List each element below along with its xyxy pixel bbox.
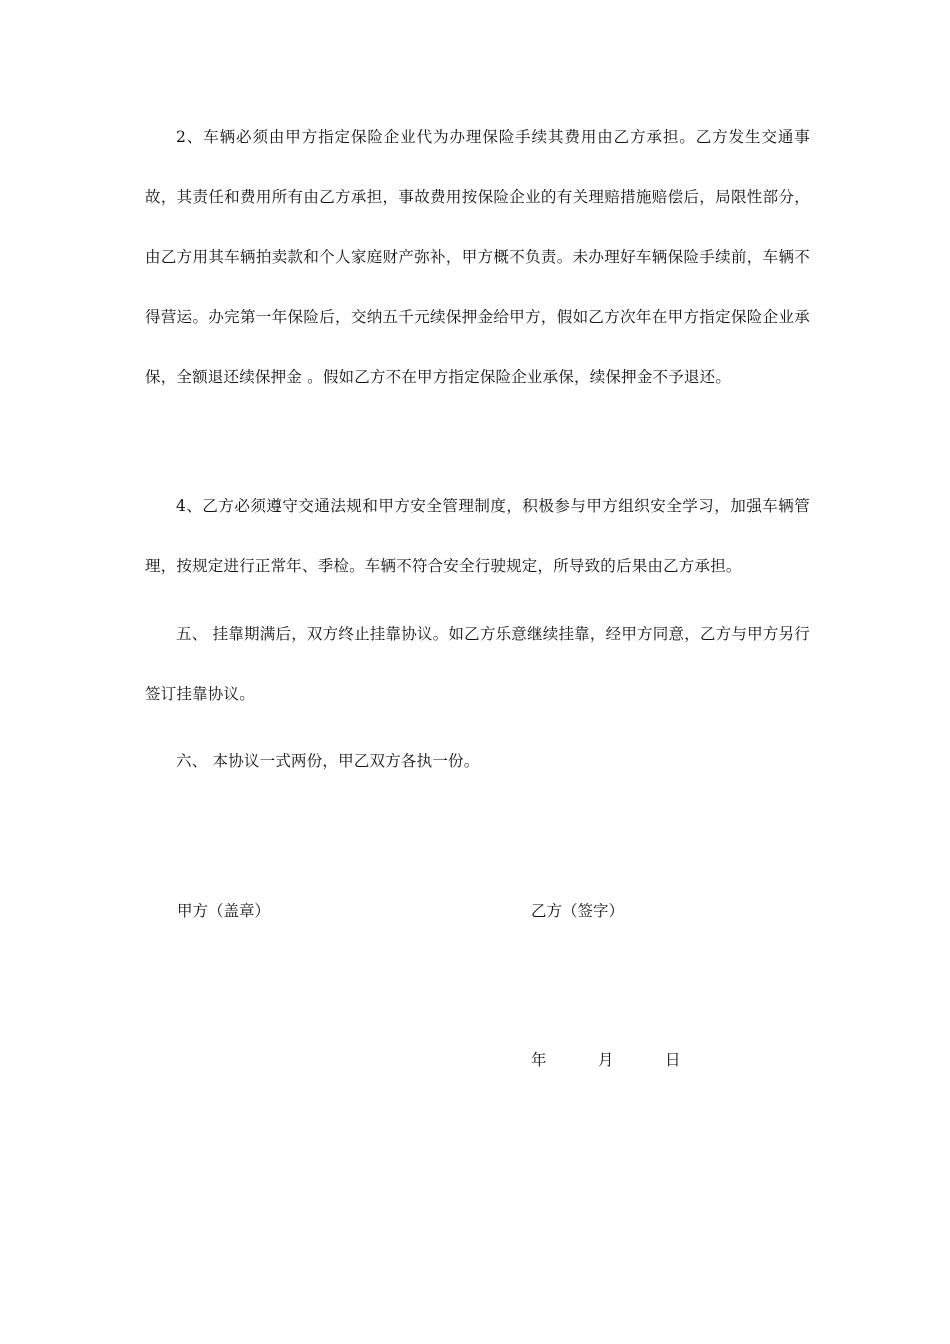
party-a-signature-label: 甲方（盖章）: [177, 902, 271, 920]
clause-safety-paragraph: 4、乙方必须遵守交通法规和甲方安全管理制度，积极参与甲方组织安全学习，加强车辆管理，按规定进行正常年、季检。车辆不符合安全行驶规定，所导致的后果由乙方承担。: [145, 497, 810, 575]
clause-copies-paragraph: 六、 本协议一式两份，甲乙双方各执一份。: [176, 752, 480, 770]
clause-insurance-paragraph: 2、车辆必须由甲方指定保险企业代为办理保险手续其费用由乙方承担。乙方发生交通事故，其责任和费用所有由乙方承担，事故费用按保险企业的有关理赔措施赔偿后，局限性部分，由乙方用其车辆拍卖款和个人家庭财产弥补，甲方概不负责。未办理好车辆保险手续前，车辆不得营运。办完第一年保险后，交纳五千元续保押金给甲方，假如乙方次年在甲方指定保险企业承保，全额退还续保押金 。假如乙方不在甲方指定保险企业承保，续保押金不予退还。: [145, 128, 810, 386]
date-month-label: 月: [598, 1051, 614, 1069]
date-day-label: 日: [665, 1051, 681, 1069]
date-year-label: 年: [531, 1051, 547, 1069]
party-b-signature-label: 乙方（签字）: [531, 902, 625, 920]
clause-expiry-paragraph: 五、 挂靠期满后，双方终止挂靠协议。如乙方乐意继续挂靠，经甲方同意，乙方与甲方另行签订挂靠协议。: [145, 625, 810, 703]
